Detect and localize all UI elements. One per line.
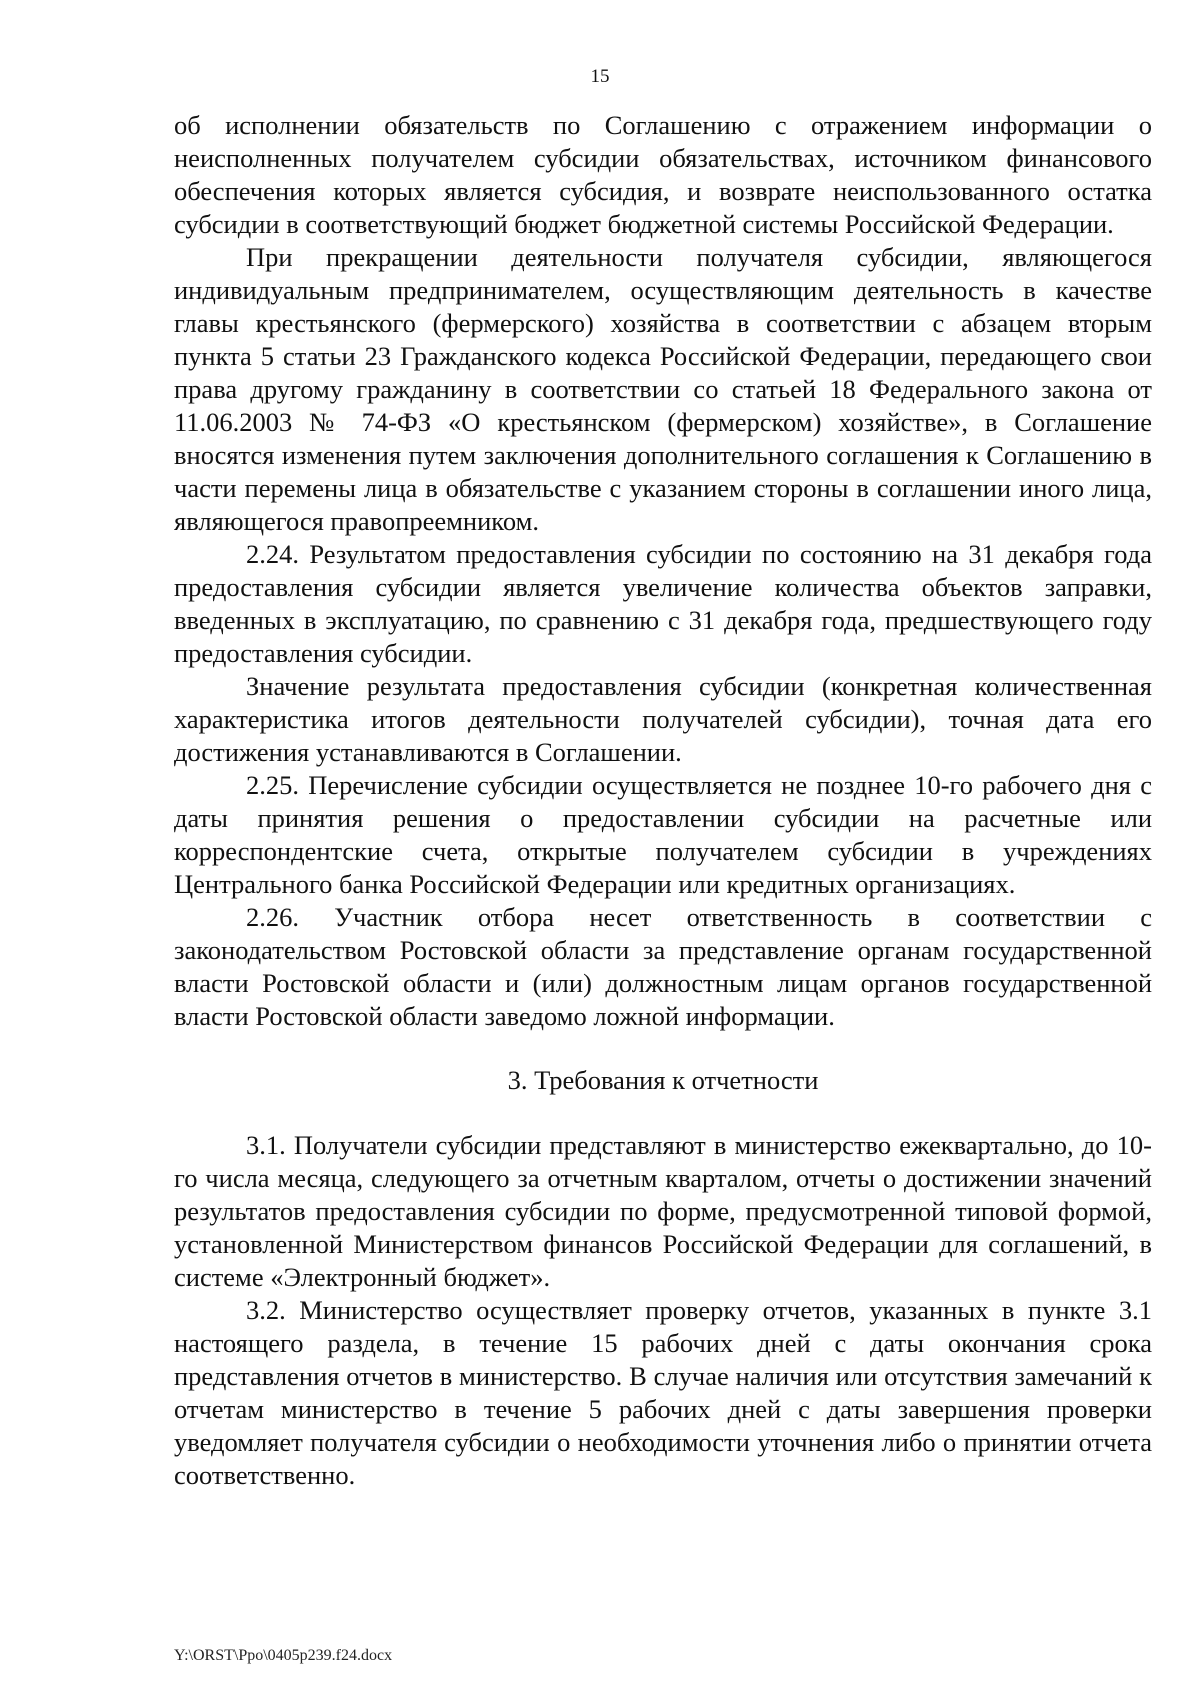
- paragraph-2-24: 2.24. Результатом предоставления субсидии по состоянию на 31 декабря года предоставления субсидии является увеличение количества объектов заправки, введенных в эксплуатацию, по сравнению с 31 декабря года, предшествующего году предоставления субсидии.: [174, 539, 1152, 668]
- footer-file-path: Y:\ORST\Ppo\0405p239.f24.docx: [174, 1647, 393, 1664]
- page-number: 15: [590, 66, 610, 87]
- paragraph-termination-of-activity: При прекращении деятельности получателя субсидии, являющегося индивидуальным предпринимателем, осуществляющим деятельность в качестве главы крестьянского (фермерского) хозяйства в соответствии с абзацем вторым пункта 5 статьи 23 Гражданского кодекса Российской Федерации, передающего свои права другому гражданину в соответствии со статьей 18 Федерального закона от 11.06.2003 № 74-ФЗ «О крестьянском (фермерском) хозяйстве», в Соглашение вносятся изменения путем заключения дополнительного соглашения к Соглашению в части перемены лица в обязательстве с указанием стороны в соглашении иного лица, являющегося правопреемником.: [174, 242, 1152, 536]
- paragraph-2-25: 2.25. Перечисление субсидии осуществляется не позднее 10-го рабочего дня с даты принятия решения о предоставлении субсидии на расчетные или корреспондентские счета, открытые получателем субсидии в учреждениях Центрального банка Российской Федерации или кредитных организациях.: [174, 770, 1152, 899]
- paragraph-3-1: 3.1. Получатели субсидии представляют в министерство ежеквартально, до 10-го числа месяца, следующего за отчетным кварталом, отчеты о достижении значений результатов предоставления субсидии по форме, предусмотренной типовой формой, установленной Министерством финансов Российской Федерации для соглашений, в системе «Электронный бюджет».: [174, 1130, 1152, 1292]
- section-heading: 3. Требования к отчетности: [507, 1065, 819, 1095]
- document-body: [174, 109, 1152, 1492]
- paragraph-3-2: 3.2. Министерство осуществляет проверку отчетов, указанных в пункте 3.1 настоящего раздела, в течение 15 рабочих дней с даты окончания срока представления отчетов в министерство. В случае наличия или отсутствия замечаний к отчетам министерство в течение 5 рабочих дней с даты завершения проверки уведомляет получателя субсидии о необходимости уточнения либо о принятии отчета соответственно.: [174, 1295, 1152, 1490]
- paragraph-obligations-continued: об исполнении обязательств по Соглашению с отражением информации о неисполненных получателем субсидии обязательствах, источником финансового обеспечения которых является субсидия, и возврате неиспользованного остатка субсидии в соответствующий бюджет бюджетной системы Российской Федерации.: [174, 110, 1152, 239]
- paragraph-2-26: 2.26. Участник отбора несет ответственность в соответствии с законодательством Ростовской области за представление органам государственной власти Ростовской области и (или) должностным лицам органов государственной власти Ростовской области заведомо ложной информации.: [174, 902, 1152, 1031]
- paragraph-result-value: Значение результата предоставления субсидии (конкретная количественная характеристика итогов деятельности получателей субсидии), точная дата его достижения устанавливаются в Соглашении.: [174, 671, 1152, 767]
